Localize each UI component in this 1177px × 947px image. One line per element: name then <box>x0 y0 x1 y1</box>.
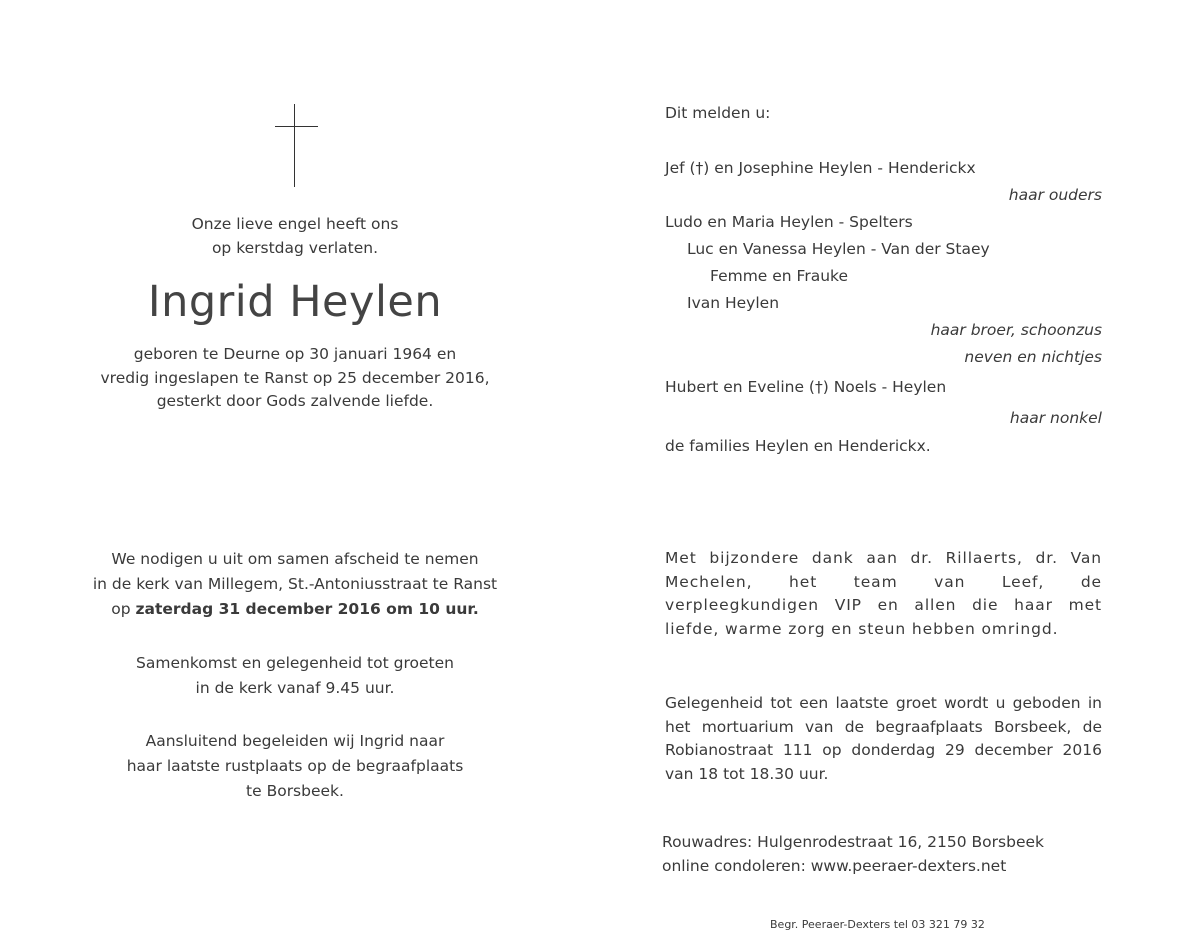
family-grandnieces: Femme en Frauke <box>710 267 848 285</box>
intro-text <box>60 213 530 260</box>
birth-line: gesterkt door Gods zalvende liefde. <box>156 392 434 410</box>
family-nephew: Luc en Vanessa Heylen - Van der Staey <box>687 240 990 258</box>
burial-line: Aansluitend begeleiden wij Ingrid naar <box>145 732 445 750</box>
family-nephew: Ivan Heylen <box>687 294 780 312</box>
family-brother: Ludo en Maria Heylen - Spelters <box>665 213 913 231</box>
burial-text <box>60 729 530 804</box>
gathering-line: Samenkomst en gelegenheid tot groeten <box>136 654 454 672</box>
online-condolences: online condoleren: www.peeraer-dexters.net <box>662 857 1007 875</box>
announcement-heading: Dit melden u: <box>665 104 771 122</box>
role-uncle: haar nonkel <box>1009 409 1102 427</box>
ceremony-date: zaterdag 31 december 2016 om 10 uur. <box>135 600 479 618</box>
farewell-paragraph: Gelegenheid tot een laatste groet wordt u geboden in het mortuarium van de begraafplaats Borsbeek, de Robianostraat 111 op donderdag 29 december 2016 van 18 tot 18.30 uur. <box>665 694 1102 783</box>
deceased-name: Ingrid Heylen <box>147 277 443 327</box>
family-parents: Jef (†) en Josephine Heylen - Henderickx <box>665 159 976 177</box>
intro-line: Onze lieve engel heeft ons <box>191 215 399 233</box>
gathering-line: in de kerk vanaf 9.45 uur. <box>195 679 395 697</box>
undertaker-footer: Begr. Peeraer-Dexters tel 03 321 79 32 <box>770 918 985 931</box>
role-brother: haar broer, schoonzus <box>930 321 1102 339</box>
invitation-prefix: op <box>111 600 136 618</box>
intro-line: op kerstdag verlaten. <box>211 238 379 257</box>
birth-text <box>60 343 530 414</box>
birth-line: vredig ingeslapen te Ranst op 25 december 2016, <box>100 368 490 387</box>
burial-line: haar laatste rustplaats op de begraafplaats <box>126 757 464 775</box>
invitation-line: in de kerk van Millegem, St.-Antoniusstraat te Ranst <box>92 575 498 593</box>
role-parents: haar ouders <box>1008 186 1102 204</box>
gathering-text <box>60 651 530 701</box>
family-general: de families Heylen en Henderickx. <box>665 437 931 455</box>
role-nephews: neven en nichtjes <box>964 348 1102 366</box>
cross-icon-vertical <box>294 104 295 187</box>
family-uncle: Hubert en Eveline (†) Noels - Heylen <box>665 378 947 396</box>
burial-line: te Borsbeek. <box>246 782 344 800</box>
birth-line: geboren te Deurne op 30 januari 1964 en <box>133 345 457 363</box>
invitation-line: We nodigen u uit om samen afscheid te nemen <box>111 550 479 568</box>
mourning-address: Rouwadres: Hulgenrodestraat 16, 2150 Borsbeek <box>662 833 1044 851</box>
invitation-text <box>60 547 530 622</box>
cross-icon-horizontal <box>275 126 318 127</box>
thanks-paragraph: Met bijzondere dank aan dr. Rillaerts, dr. Van Mechelen, het team van Leef, de verpleegkundigen VIP en allen die haar met liefde, warme zorg en steun hebben omringd. <box>665 549 1102 638</box>
invitation-line <box>60 597 530 622</box>
